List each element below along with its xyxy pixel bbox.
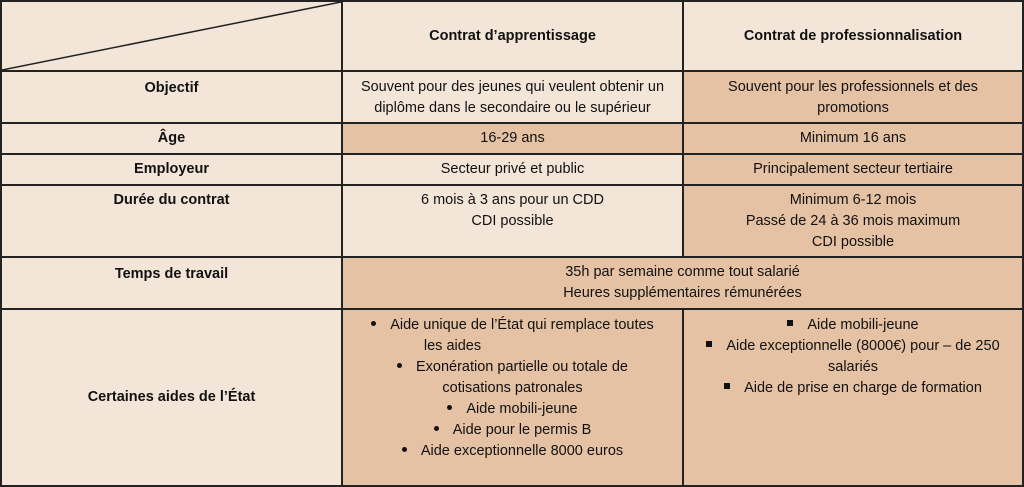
header-professionnalisation xyxy=(684,0,1024,72)
list-item: Aide exceptionnelle 8000 euros xyxy=(343,441,682,462)
row-label-employeur: Employeur xyxy=(0,155,343,186)
header-apprentissage-text: Contrat d’apprentissage xyxy=(429,27,596,44)
row-label-age: Âge xyxy=(0,124,343,155)
aides-professionnalisation-list xyxy=(684,310,1022,399)
cell-aides-apprentissage xyxy=(343,310,684,487)
list-item: Aide de prise en charge de formation xyxy=(684,378,1022,399)
bullet-icon xyxy=(371,321,376,326)
aides-apprentissage-list xyxy=(343,310,682,462)
diagonal-line xyxy=(2,2,341,70)
cell-age-professionnalisation: Minimum 16 ans xyxy=(684,124,1024,155)
header-apprentissage xyxy=(343,0,684,72)
header-corner-cell xyxy=(0,0,343,72)
list-item: Aide mobili-jeune xyxy=(684,315,1022,336)
square-bullet-icon xyxy=(724,383,730,389)
row-label-temps: Temps de travail xyxy=(0,258,343,310)
list-item: Aide pour le permis B xyxy=(343,420,682,441)
row-label-aides: Certaines aides de l’État xyxy=(0,310,343,487)
list-item: Exonération partielle ou totale de cotisations patronales xyxy=(343,357,682,399)
bullet-icon xyxy=(402,447,407,452)
list-item: Aide unique de l’État qui remplace toutes les aides xyxy=(343,315,682,357)
cell-employeur-apprentissage: Secteur privé et public xyxy=(343,155,684,186)
header-professionnalisation-text: Contrat de professionnalisation xyxy=(743,27,963,44)
row-label-duree: Durée du contrat xyxy=(0,186,343,258)
cell-duree-professionnalisation: Minimum 6-12 mois Passé de 24 à 36 mois maximum CDI possible xyxy=(684,186,1024,258)
square-bullet-icon xyxy=(706,341,712,347)
row-label-objectif: Objectif xyxy=(0,72,343,124)
cell-objectif-apprentissage: Souvent pour des jeunes qui veulent obtenir un diplôme dans le secondaire ou le supérieur xyxy=(343,72,684,124)
list-item: Aide mobili-jeune xyxy=(343,399,682,420)
cell-age-apprentissage: 16-29 ans xyxy=(343,124,684,155)
square-bullet-icon xyxy=(787,320,793,326)
cell-temps-shared: 35h par semaine comme tout salarié Heures supplémentaires rémunérées xyxy=(343,258,1024,310)
list-item: Aide exceptionnelle (8000€) pour – de 250 salariés xyxy=(684,336,1022,378)
cell-objectif-professionnalisation: Souvent pour les professionnels et des promotions xyxy=(684,72,1024,124)
bullet-icon xyxy=(397,363,402,368)
bullet-icon xyxy=(434,426,439,431)
cell-employeur-professionnalisation: Principalement secteur tertiaire xyxy=(684,155,1024,186)
cell-aides-professionnalisation xyxy=(684,310,1024,487)
cell-duree-apprentissage: 6 mois à 3 ans pour un CDD CDI possible xyxy=(343,186,684,258)
bullet-icon xyxy=(447,405,452,410)
